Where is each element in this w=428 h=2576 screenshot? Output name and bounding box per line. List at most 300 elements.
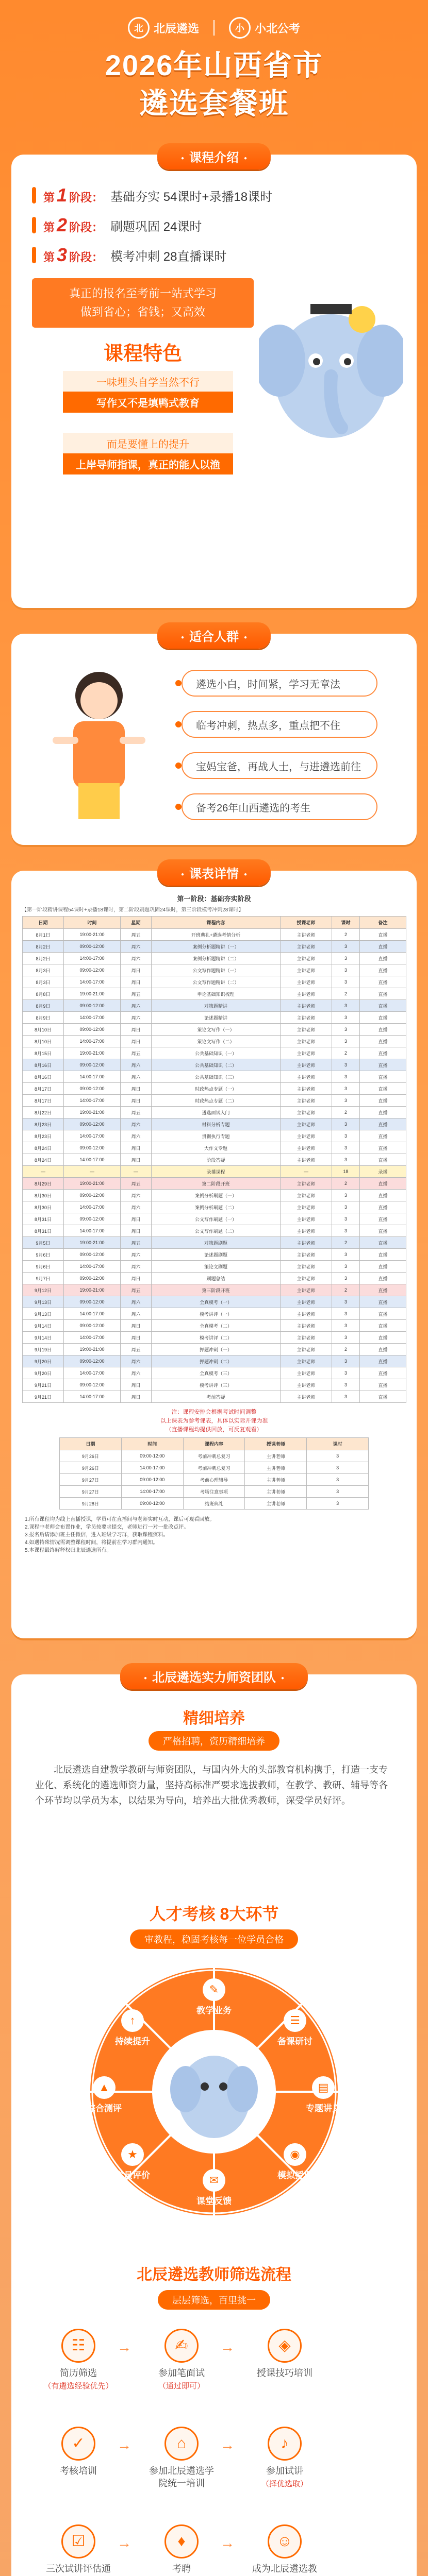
table-cell: 8月3日 (23, 976, 64, 988)
brand-name-left: 北辰遴选 (153, 22, 199, 35)
table-cell: 9月21日 (23, 1379, 64, 1391)
table-cell: 14:00-17:00 (64, 1071, 121, 1083)
table-cell: 3 (332, 1225, 360, 1237)
table-cell: 周日 (121, 1332, 152, 1344)
schedule-col-header: 日期 (23, 917, 64, 929)
table-cell: 09:00-12:00 (64, 1273, 121, 1284)
table-cell: 14:00-17:00 (64, 1225, 121, 1237)
table-row (60, 1474, 369, 1486)
table-cell: 主讲老师 (281, 1059, 332, 1071)
table-cell: 论述题刷题 (152, 1249, 281, 1261)
table-cell: 主讲老师 (281, 1142, 332, 1154)
table-cell: 主讲老师 (281, 1332, 332, 1344)
table-cell: 周日 (121, 1213, 152, 1225)
table-cell: 周日 (121, 1142, 152, 1154)
table-row (23, 941, 406, 953)
table-cell: 09:00-12:00 (64, 1142, 121, 1154)
table-cell: 考场注意事项 (183, 1486, 245, 1498)
table-cell: 主讲老师 (281, 1344, 332, 1355)
table-cell: 周日 (121, 964, 152, 976)
table-cell: 2 (332, 1344, 360, 1355)
schedule-col-header: 星期 (121, 917, 152, 929)
table-cell: 主讲老师 (281, 929, 332, 941)
table-cell: 开班典礼+遴选考情分析 (152, 929, 281, 941)
table-cell: 直播 (360, 1024, 406, 1036)
ring-item: ▲ 综合测评 (78, 2076, 130, 2114)
table-cell: 直播 (360, 1284, 406, 1296)
table-cell: 时政热点专题（二） (152, 1095, 281, 1107)
table-cell: 8月30日 (23, 1190, 64, 1201)
table-cell: 直播 (360, 1000, 406, 1012)
extra-col-header: 授课老师 (245, 1438, 307, 1450)
resume-icon: ☷ (61, 2329, 95, 2363)
table-cell: 第二阶段开班 (152, 1178, 281, 1190)
table-cell: 直播 (360, 988, 406, 1000)
table-row (23, 1142, 406, 1154)
table-cell: 直播 (360, 1130, 406, 1142)
speech-icon: ♪ (268, 2427, 302, 2461)
table-cell: 8月16日 (23, 1071, 64, 1083)
table-cell: — (64, 1166, 121, 1178)
table-row (23, 964, 406, 976)
logo-divider (213, 20, 215, 36)
arrow-right-icon: → (220, 2535, 235, 2551)
table-row (23, 1201, 406, 1213)
table-cell: 案例分析刷题（一） (152, 1190, 281, 1201)
table-cell: 3 (332, 1201, 360, 1213)
table-cell: 策论文写作（一） (152, 1024, 281, 1036)
table-cell: 周六 (121, 1367, 152, 1379)
table-cell: 主讲老师 (245, 1474, 307, 1486)
table-cell: 9月26日 (60, 1450, 122, 1462)
table-row (23, 1249, 406, 1261)
table-cell: 3 (307, 1474, 369, 1486)
table-cell: 8月2日 (23, 953, 64, 964)
table-cell: 主讲老师 (281, 976, 332, 988)
table-cell: 3 (332, 1142, 360, 1154)
stage-text: 模考冲刺 28直播课时 (110, 249, 227, 264)
table-cell: 论述题精讲 (152, 1012, 281, 1024)
table-cell: 09:00-12:00 (64, 1249, 121, 1261)
table-row (23, 1344, 406, 1355)
table-cell: 19:00-21:00 (64, 1344, 121, 1355)
table-cell: 09:00-12:00 (64, 1083, 121, 1095)
doc-icon: ✎ (203, 1978, 225, 2001)
table-cell: 14:00-17:00 (64, 1261, 121, 1273)
table-cell: 主讲老师 (281, 1213, 332, 1225)
table-cell: 9月13日 (23, 1296, 64, 1308)
selection-title: 精细培养 (183, 1710, 245, 1727)
table-cell: 周五 (121, 1237, 152, 1249)
table-cell: 3 (332, 1190, 360, 1201)
table-cell: 19:00-21:00 (64, 1107, 121, 1118)
table-cell: 8月17日 (23, 1083, 64, 1095)
table-cell: 直播 (360, 1261, 406, 1273)
selection-pill: 严格招聘，资历精细培养 (149, 1731, 279, 1751)
table-cell: 8月24日 (23, 1142, 64, 1154)
table-cell: 直播 (360, 1237, 406, 1249)
table-cell: 直播 (360, 941, 406, 953)
audience-item: 遴选小白，时间紧，学习无章法 (182, 670, 377, 697)
table-cell: 周日 (121, 1024, 152, 1036)
table-cell: 对策题刷题 (152, 1237, 281, 1249)
arrow-right-icon: → (220, 2339, 235, 2355)
flow-node: ☑ 三次试讲评估通 (42, 2524, 114, 2576)
teacher-icon: ☺ (268, 2524, 302, 2558)
table-cell: — (121, 1166, 152, 1178)
table-cell: 贯彻执行专题 (152, 1130, 281, 1142)
table-cell: 公文写作刷题（一） (152, 1213, 281, 1225)
training-icon: ◈ (268, 2329, 302, 2363)
table-cell: 9月5日 (23, 1237, 64, 1249)
table-cell: 09:00-12:00 (121, 1450, 183, 1462)
table-cell: 8月31日 (23, 1213, 64, 1225)
teacher-illustration-icon (32, 659, 166, 829)
table-cell: 周日 (121, 1379, 152, 1391)
table-cell: 8月9日 (23, 1000, 64, 1012)
table-cell: 考前冲刺总复习 (183, 1450, 245, 1462)
table-cell: 直播 (360, 1059, 406, 1071)
table-row (60, 1486, 369, 1498)
table-cell: 直播 (360, 1154, 406, 1166)
table-cell: 3 (332, 1296, 360, 1308)
table-cell: 直播 (360, 1071, 406, 1083)
table-cell: 3 (332, 1095, 360, 1107)
table-cell: 3 (307, 1486, 369, 1498)
table-cell: 周五 (121, 929, 152, 941)
table-cell: 2 (332, 929, 360, 941)
check-icon: ✓ (61, 2427, 95, 2461)
promo-line: 做到省心；省钱；又高效 (80, 306, 205, 318)
table-cell: 3 (332, 1320, 360, 1332)
table-cell: 3 (307, 1462, 369, 1474)
table-row (23, 1036, 406, 1047)
table-cell: 直播 (360, 929, 406, 941)
audience-item: 备考26年山西遴选的考生 (182, 793, 377, 820)
extra-col-header: 课时 (307, 1438, 369, 1450)
table-cell: 模考讲评（三） (152, 1379, 281, 1391)
section-tag-schedule: ● 课表详情 ● (157, 859, 271, 886)
table-row (23, 1367, 406, 1379)
table-cell: 3 (332, 1261, 360, 1273)
table-cell: 主讲老师 (281, 1201, 332, 1213)
table-cell: 9月14日 (23, 1332, 64, 1344)
table-row (23, 1000, 406, 1012)
lecture-icon: ◉ (284, 2143, 306, 2166)
table-cell: 9月28日 (60, 1498, 122, 1510)
hero-title-line1: 2026年山西省市 (105, 49, 323, 81)
table-cell: 14:00-17:00 (64, 1154, 121, 1166)
table-row (23, 1355, 406, 1367)
feature-line: 写作又不是填鸭式教育 (63, 392, 233, 413)
mascot-elephant-icon (259, 273, 403, 459)
schedule-note: 2.课程中老师会布置作业，学员按要求提交，老师进行一对一批改点评。 (25, 1524, 189, 1530)
table-cell: 直播 (360, 1213, 406, 1225)
stage-row: 第 2 阶段： 刷题巩固 24课时 (11, 210, 417, 240)
table-cell: 直播 (360, 1107, 406, 1118)
table-row (23, 1332, 406, 1344)
table-row (23, 1059, 406, 1071)
schedule-note-red: 注：课程安排会根据考试时间调整 (171, 1409, 257, 1415)
table-row (23, 1284, 406, 1296)
table-row (23, 929, 406, 941)
table-cell: 主讲老师 (281, 964, 332, 976)
table-cell: 直播 (360, 1355, 406, 1367)
table-cell: 3 (332, 1332, 360, 1344)
table-cell: 8月30日 (23, 1201, 64, 1213)
table-cell: 14:00-17:00 (64, 953, 121, 964)
table-cell: 周日 (121, 1225, 152, 1237)
table-cell: 09:00-12:00 (64, 1118, 121, 1130)
table-cell: 直播 (360, 953, 406, 964)
arrow-right-icon: → (220, 2437, 235, 2453)
table-cell: 9月13日 (23, 1308, 64, 1320)
table-cell: 周日 (121, 1083, 152, 1095)
extra-col-header: 课程内容 (183, 1438, 245, 1450)
table-cell: 19:00-21:00 (64, 1047, 121, 1059)
table-row (23, 1047, 406, 1059)
table-cell: 刷题总结 (152, 1273, 281, 1284)
table-cell: 申论基础知识梳理 (152, 988, 281, 1000)
flow-pill: 层层筛选，百里挑一 (158, 2290, 270, 2310)
table-cell: 周六 (121, 1071, 152, 1083)
table-cell: 8月8日 (23, 988, 64, 1000)
teachers-section (11, 1671, 417, 2576)
table-cell: 主讲老师 (281, 1047, 332, 1059)
table-cell: 押题冲刺（一） (152, 1344, 281, 1355)
schedule-note: 3.报名后请添加班主任微信，进入班级学习群，获取课程资料。 (25, 1532, 169, 1538)
table-cell: 2 (332, 1237, 360, 1249)
table-cell: 14:00-17:00 (64, 1332, 121, 1344)
feature-line: 一味埋头自学当然不行 (63, 371, 233, 392)
table-cell: 8月10日 (23, 1024, 64, 1036)
table-cell: 直播 (360, 1142, 406, 1154)
table-cell: 14:00-17:00 (64, 1367, 121, 1379)
table-cell: 主讲老师 (281, 1118, 332, 1130)
table-cell: 全真模考（三） (152, 1367, 281, 1379)
table-cell: 直播 (360, 1047, 406, 1059)
schedule-note-red: 以上课表为参考课表，具体以实际开课为准 (160, 1418, 268, 1424)
feature-line: 而是要懂上的提升 (63, 433, 233, 454)
table-cell: 主讲老师 (281, 941, 332, 953)
table-cell: 09:00-12:00 (121, 1474, 183, 1486)
feature-line: 上岸导师指课，真正的能人以渔 (63, 453, 233, 474)
table-cell: 周五 (121, 988, 152, 1000)
table-cell: 14:00-17:00 (64, 1391, 121, 1403)
schedule-head: 第一阶段：基础夯实阶段 (177, 895, 251, 903)
table-cell: 周五 (121, 1047, 152, 1059)
table-cell: 周日 (121, 1273, 152, 1284)
table-cell: 09:00-12:00 (64, 1320, 121, 1332)
promo-box (32, 278, 254, 328)
rating-icon: ★ (121, 2143, 144, 2166)
table-cell: 周日 (121, 976, 152, 988)
table-cell: 周六 (121, 1118, 152, 1130)
table-cell: 09:00-12:00 (64, 1355, 121, 1367)
ring-item: ▤ 专题讲义 (298, 2076, 349, 2114)
table-cell: 3 (332, 964, 360, 976)
table-cell: 09:00-12:00 (64, 1024, 121, 1036)
table-cell: 9月6日 (23, 1249, 64, 1261)
table-row (23, 1083, 406, 1095)
table-cell: 14:00-17:00 (64, 1201, 121, 1213)
table-cell: 主讲老师 (281, 1178, 332, 1190)
table-cell: 直播 (360, 976, 406, 988)
table-cell: 8月2日 (23, 941, 64, 953)
table-cell: 案例分析题精讲（一） (152, 941, 281, 953)
table-cell: 2 (332, 1178, 360, 1190)
table-cell: 主讲老师 (281, 1083, 332, 1095)
table-cell: 周日 (121, 1391, 152, 1403)
table-cell: 主讲老师 (281, 1237, 332, 1249)
ring-item: ★ 学员评价 (107, 2143, 158, 2181)
table-cell: 周六 (121, 1190, 152, 1201)
table-cell: 14:00-17:00 (121, 1462, 183, 1474)
table-cell: 直播 (360, 1332, 406, 1344)
table-cell: 直播 (360, 1225, 406, 1237)
table-cell: 周六 (121, 1000, 152, 1012)
table-cell: 09:00-12:00 (64, 1190, 121, 1201)
table-cell: 14:00-17:00 (64, 1308, 121, 1320)
table-cell: 3 (332, 1118, 360, 1130)
table-cell: 公共基础知识（三） (152, 1071, 281, 1083)
table-cell: 直播 (360, 1249, 406, 1261)
evaluate-icon: ☑ (61, 2524, 95, 2558)
table-cell: 主讲老师 (281, 1284, 332, 1296)
arrow-right-icon: → (117, 2339, 131, 2355)
table-cell: 主讲老师 (245, 1462, 307, 1474)
table-cell: 2 (332, 1284, 360, 1296)
table-cell: 主讲老师 (281, 1000, 332, 1012)
table-cell: 全真模考（二） (152, 1320, 281, 1332)
schedule-sub: 【第一阶段精讲课程54课时+录播18课时，第二阶段刷题巩固24课时，第三阶段模考冲刺28课时】 (22, 907, 244, 913)
table-cell: 周五 (121, 1344, 152, 1355)
table-cell: 主讲老师 (281, 1154, 332, 1166)
table-row (23, 976, 406, 988)
table-cell: 8月10日 (23, 1036, 64, 1047)
table-cell: 对策题精讲 (152, 1000, 281, 1012)
ring-item: ✉ 课堂反馈 (188, 2169, 240, 2207)
table-row (60, 1462, 369, 1474)
table-cell: 直播 (360, 1296, 406, 1308)
table-cell: 周五 (121, 1107, 152, 1118)
table-row (23, 1166, 406, 1178)
table-cell: 直播 (360, 1201, 406, 1213)
table-cell: 09:00-12:00 (64, 1379, 121, 1391)
table-row (23, 1320, 406, 1332)
table-cell: 19:00-21:00 (64, 1284, 121, 1296)
table-cell: 直播 (360, 1083, 406, 1095)
table-cell: 直播 (360, 1118, 406, 1130)
table-cell: 9月14日 (23, 1320, 64, 1332)
table-cell: 8月29日 (23, 1178, 64, 1190)
table-cell: 周六 (121, 1355, 152, 1367)
table-cell: 8月1日 (23, 929, 64, 941)
table-row (23, 1178, 406, 1190)
table-cell: 9月20日 (23, 1367, 64, 1379)
table-cell: 周六 (121, 953, 152, 964)
ring-item: ◉ 模拟授课 (269, 2143, 321, 2181)
table-row (23, 1024, 406, 1036)
table-cell: 9月12日 (23, 1284, 64, 1296)
table-cell: 3 (332, 1308, 360, 1320)
table-row (23, 1261, 406, 1273)
table-row (23, 1225, 406, 1237)
table-cell: 主讲老师 (281, 1308, 332, 1320)
table-cell: 公共基础知识（一） (152, 1047, 281, 1059)
table-row (60, 1498, 369, 1510)
table-cell: 19:00-21:00 (64, 1237, 121, 1249)
stage-row: 第 3 阶段： 模考冲刺 28直播课时 (11, 240, 417, 270)
table-cell: 主讲老师 (281, 1012, 332, 1024)
table-row (23, 1379, 406, 1391)
schedule-table (22, 916, 406, 1403)
table-cell: 全真模考（一） (152, 1296, 281, 1308)
table-row (23, 1190, 406, 1201)
table-cell: 8月16日 (23, 1059, 64, 1071)
table-cell: 14:00-17:00 (64, 1036, 121, 1047)
brand-emblem-icon: 北 (128, 17, 150, 39)
table-cell: 主讲老师 (281, 1130, 332, 1142)
section-tag-teachers: ● 北辰遴选实力师资团队 ● (120, 1663, 308, 1689)
table-cell: 录播 (360, 1166, 406, 1178)
hero-title-line2: 遴选套餐班 (139, 87, 289, 120)
table-cell: 公文写作题精讲（一） (152, 964, 281, 976)
table-cell: 主讲老师 (281, 1261, 332, 1273)
table-cell: 主讲老师 (281, 1225, 332, 1237)
schedule-note: 1.所有课程均为线上直播授课，学员可在直播间与老师实时互动，课后可观看回放。 (25, 1517, 215, 1522)
table-cell: 第三阶段开班 (152, 1284, 281, 1296)
table-cell: 直播 (360, 1190, 406, 1201)
brand-name-right: 小北公考 (255, 22, 301, 35)
table-cell: 直播 (360, 1344, 406, 1355)
table-cell: 直播 (360, 1308, 406, 1320)
table-cell: 3 (332, 1083, 360, 1095)
table-cell: 案例分析刷题（二） (152, 1201, 281, 1213)
extra-col-header: 时间 (121, 1438, 183, 1450)
table-cell: 周五 (121, 1178, 152, 1190)
table-cell: 直播 (360, 1379, 406, 1391)
ring-item: ↑ 持续提升 (107, 2009, 158, 2047)
table-cell: 3 (332, 1213, 360, 1225)
table-cell: 直播 (360, 964, 406, 976)
table-cell: 09:00-12:00 (64, 1000, 121, 1012)
table-row (23, 1130, 406, 1142)
table-cell: 2 (332, 1047, 360, 1059)
table-cell: 公文写作题精讲（二） (152, 976, 281, 988)
table-cell: 9月27日 (60, 1486, 122, 1498)
table-cell: 主讲老师 (281, 1024, 332, 1036)
table-cell: 9月27日 (60, 1474, 122, 1486)
table-cell: 3 (332, 1249, 360, 1261)
table-cell: 8月23日 (23, 1130, 64, 1142)
table-cell: 直播 (360, 1178, 406, 1190)
table-cell: 3 (332, 1071, 360, 1083)
growth-icon: ↑ (121, 2009, 144, 2032)
table-cell: 主讲老师 (281, 1095, 332, 1107)
table-row (23, 1154, 406, 1166)
table-cell: 阶段答疑 (152, 1154, 281, 1166)
table-cell: 3 (332, 1367, 360, 1379)
arrow-right-icon: → (117, 2535, 131, 2551)
table-cell: 周六 (121, 1201, 152, 1213)
table-cell: 主讲老师 (281, 1379, 332, 1391)
table-cell: 3 (307, 1498, 369, 1510)
table-cell: 主讲老师 (281, 953, 332, 964)
schedule-col-header: 备注 (360, 917, 406, 929)
flow-node: ⌂ 参加北辰遴选学院统一培训 (145, 2427, 218, 2489)
table-cell: 结班典礼 (183, 1498, 245, 1510)
